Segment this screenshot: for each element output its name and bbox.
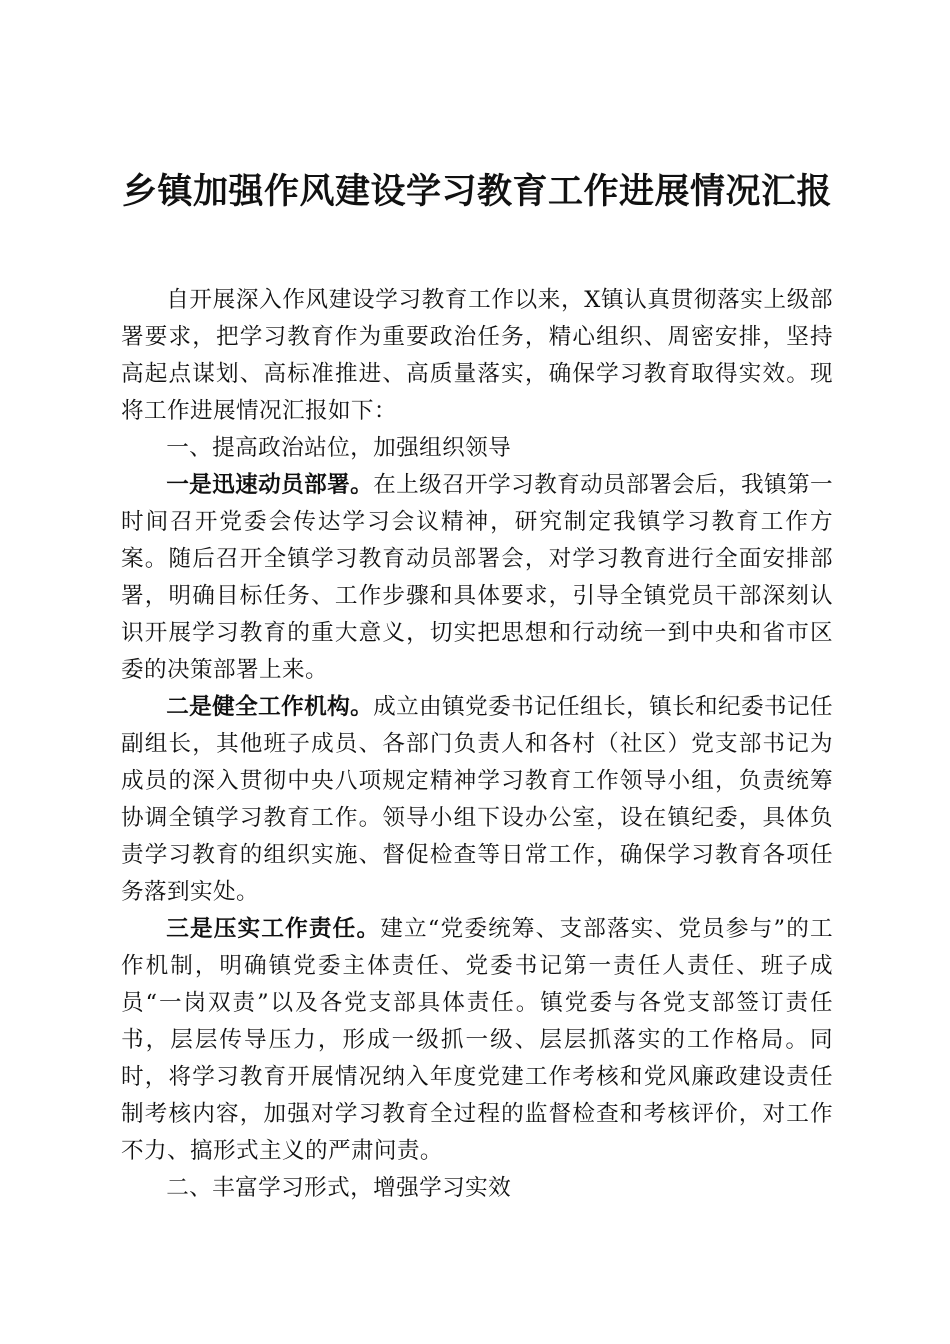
section-heading-2: 二、丰富学习形式，增强学习实效 — [166, 1175, 512, 1201]
paragraph-responsibility — [121, 911, 833, 1170]
paragraph-lead: 二是健全工作机构。 — [166, 694, 374, 720]
paragraph-organization — [121, 689, 833, 911]
paragraph-lead: 三是压实工作责任。 — [166, 916, 381, 942]
paragraph-body: 在上级召开学习教育动员部署会后，我镇第一时间召开党委会传达学习会议精神，研究制定我镇学习教育工作方案。随后召开全镇学习教育动员部署会，对学习教育进行全面安排部署，明确目标任务、工作步骤和具体要求，引导全镇党员干部深刻认识开展学习教育的重大意义，切实把思想和行动统一到中央和省市区委的决策部署上来。 — [121, 472, 834, 683]
document-title: 乡镇加强作风建设学习教育工作进展情况汇报 — [121, 171, 832, 212]
paragraph-body: 成立由镇党委书记任组长，镇长和纪委书记任副组长，其他班子成员、各部门负责人和各村（社区）党支部书记为成员的深入贯彻中央八项规定精神学习教育工作领导小组，负责统筹协调全镇学习教育工作。领导小组下设办公室，设在镇纪委，具体负责学习教育的组织实施、督促检查等日常工作，确保学习教育各项任务落到实处。 — [121, 694, 834, 905]
paragraph-body: 建立“党委统筹、支部落实、党员参与”的工作机制，明确镇党委主体责任、党委书记第一责任人责任、班子成员“一岗双责”以及各党支部具体责任。镇党委与各党支部签订责任书，层层传导压力，形成一级抓一级、层层抓落实的工作格局。同时，将学习教育开展情况纳入年度党建工作考核和党风廉政建设责任制考核内容，加强对学习教育全过程的监督检查和考核评价，对工作不力、搞形式主义的严肃问责。 — [121, 916, 833, 1164]
paragraph-lead: 一是迅速动员部署。 — [166, 472, 374, 498]
document-page — [121, 168, 833, 1207]
intro-paragraph: 自开展深入作风建设学习教育工作以来，X镇认真贯彻落实上级部署要求，把学习教育作为重要政治任务，精心组织、周密安排，坚持高起点谋划、高标准推进、高质量落实，确保学习教育取得实效。现将工作进展情况汇报如下： — [121, 287, 833, 424]
section-heading-1: 一、提高政治站位，加强组织领导 — [166, 435, 512, 461]
paragraph-mobilize — [121, 467, 833, 689]
